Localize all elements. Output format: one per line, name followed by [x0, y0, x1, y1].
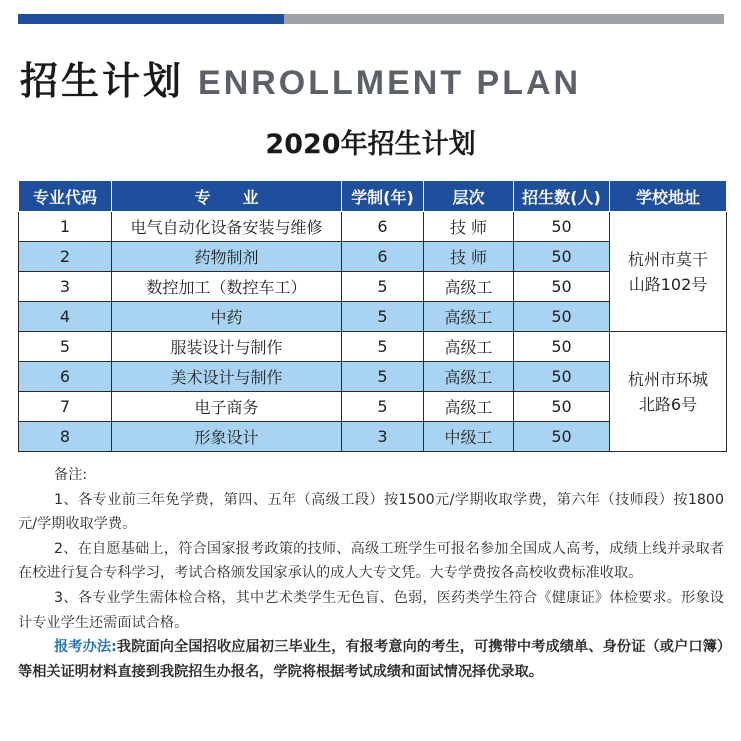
cell-code: 6 [19, 362, 112, 392]
cell-code: 1 [19, 212, 112, 242]
cell-code: 2 [19, 242, 112, 272]
cell-count: 50 [514, 212, 610, 242]
apply-method-text: 我院面向全国招收应届初三毕业生，有报考意向的考生，可携带中考成绩单、身份证（或户口簿）等相关证明材料直接到我院招生办报名，学院将根据考试成绩和面试情况择优录取。 [18, 639, 724, 680]
cell-major: 数控加工（数控车工） [112, 272, 342, 302]
cell-count: 50 [514, 302, 610, 332]
cell-level: 技 师 [424, 242, 514, 272]
top-accent-bar [18, 14, 724, 24]
address-line: 杭州市环城 [627, 369, 708, 389]
table-header-row [19, 181, 727, 212]
cell-years: 6 [342, 242, 424, 272]
notes-section [18, 463, 724, 684]
cell-code: 7 [19, 392, 112, 422]
cell-level: 中级工 [424, 422, 514, 452]
cell-code: 3 [19, 272, 112, 302]
cell-count: 50 [514, 362, 610, 392]
cell-level: 高级工 [424, 362, 514, 392]
cell-years: 3 [342, 422, 424, 452]
col-header-level: 层次 [424, 181, 514, 212]
enrollment-table [18, 180, 727, 452]
cell-level: 高级工 [424, 272, 514, 302]
table-title: 2020年招生计划 [265, 129, 476, 160]
page-title-zh: 招生计划 [20, 59, 185, 103]
table-row [19, 332, 727, 362]
cell-level: 技 师 [424, 212, 514, 242]
cell-code: 4 [19, 302, 112, 332]
cell-years: 6 [342, 212, 424, 242]
col-header-major: 专 业 [112, 181, 342, 212]
apply-method-label: 报考办法: [54, 639, 117, 656]
cell-count: 50 [514, 422, 610, 452]
table-row [19, 212, 727, 242]
cell-count: 50 [514, 272, 610, 302]
cell-address [610, 212, 727, 332]
cell-level: 高级工 [424, 302, 514, 332]
cell-years: 5 [342, 302, 424, 332]
cell-years: 5 [342, 272, 424, 302]
cell-major: 电子商务 [112, 392, 342, 422]
cell-code: 8 [19, 422, 112, 452]
address-line: 北路6号 [638, 394, 698, 414]
accent-bar-blue [18, 14, 284, 24]
cell-major: 美术设计与制作 [112, 362, 342, 392]
page-title-en: ENROLLMENT PLAN [198, 64, 582, 102]
cell-count: 50 [514, 392, 610, 422]
cell-count: 50 [514, 332, 610, 362]
col-header-address: 学校地址 [610, 181, 727, 212]
cell-level: 高级工 [424, 332, 514, 362]
apply-method [18, 635, 724, 684]
cell-count: 50 [514, 242, 610, 272]
col-header-years: 学制(年) [342, 181, 424, 212]
cell-years: 5 [342, 362, 424, 392]
cell-major: 服装设计与制作 [112, 332, 342, 362]
note-item: 1、各专业前三年免学费，第四、五年（高级工段）按1500元/学期收取学费，第六年（技师段）按1800元/学期收取学费。 [18, 491, 724, 533]
cell-major: 形象设计 [112, 422, 342, 452]
note-item: 3、各专业学生需体检合格，其中艺术类学生无色盲、色弱，医药类学生符合《健康证》体检要求。形象设计专业学生还需面试合格。 [18, 589, 724, 631]
address-line: 山路102号 [628, 274, 708, 294]
accent-bar-gray [284, 14, 724, 24]
cell-major: 药物制剂 [112, 242, 342, 272]
cell-years: 5 [342, 332, 424, 362]
cell-years: 5 [342, 392, 424, 422]
col-header-count: 招生数(人) [514, 181, 610, 212]
address-line: 杭州市莫干 [627, 249, 708, 269]
page-header [20, 50, 581, 105]
notes-label: 备注: [54, 467, 88, 483]
cell-major: 电气自动化设备安装与维修 [112, 212, 342, 242]
cell-code: 5 [19, 332, 112, 362]
cell-address [610, 332, 727, 452]
col-header-code: 专业代码 [19, 181, 112, 212]
cell-level: 高级工 [424, 392, 514, 422]
note-item: 2、在自愿基础上，符合国家报考政策的技师、高级工班学生可报名参加全国成人高考，成绩上线并录取者在校进行复合专科学习，考试合格颁发国家承认的成人大专文凭。大专学费按各高校收费标准收取。 [18, 540, 724, 582]
cell-major: 中药 [112, 302, 342, 332]
